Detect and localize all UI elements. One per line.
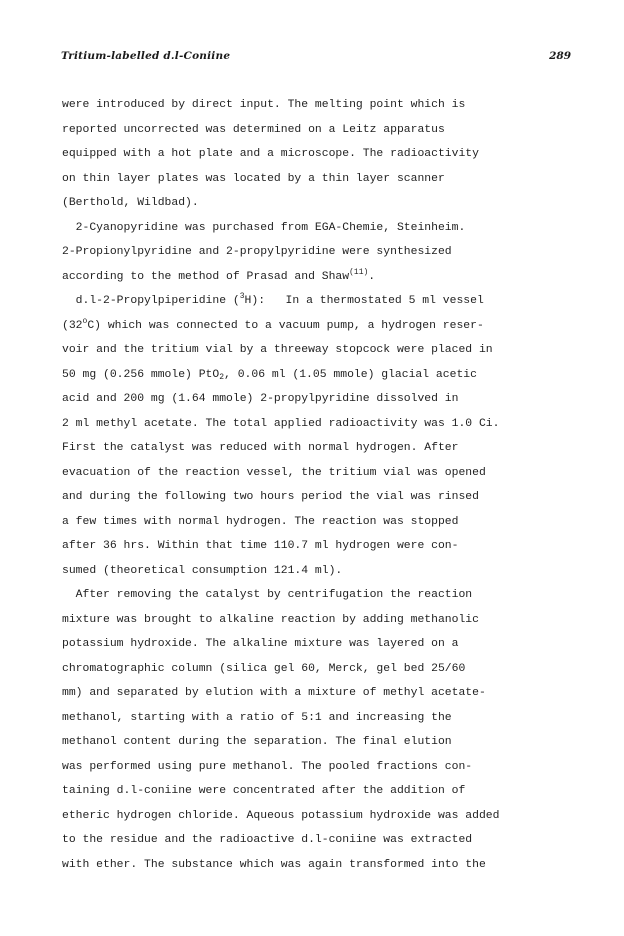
text-segment: .	[368, 270, 376, 283]
text-line: methanol content during the separation. The final elution	[62, 736, 452, 748]
text-line: 2 ml methyl acetate. The total applied radioactivity was 1.0 Ci.	[62, 417, 500, 430]
text-line: After removing the catalyst by centrifugation the reaction	[62, 589, 473, 601]
body-text	[62, 93, 562, 877]
text-line: on thin layer plates was located by a thin layer scanner	[62, 172, 445, 185]
text-line	[62, 363, 562, 388]
text-line: to the residue and the radioactive d.l-coniine was extracted	[62, 834, 473, 846]
text-segment: d.l-2-Propylpiperidine (	[62, 295, 240, 307]
text-line: 2-Propionylpyridine and 2-propylpyridine were synthesized	[62, 246, 452, 258]
text-line: was performed using pure methanol. The pooled fractions con-	[62, 760, 473, 773]
text-line: etheric hydrogen chloride. Aqueous potassium hydroxide was added	[62, 809, 500, 822]
superscript: 3	[239, 292, 245, 301]
superscript: o	[82, 316, 88, 326]
text-line	[62, 314, 562, 339]
text-line: First the catalyst was reduced with normal hydrogen. After	[62, 442, 459, 454]
text-line: with ether. The substance which was again transformed into the	[62, 858, 486, 871]
text-segment: H): In a thermostated 5 ml vessel	[244, 295, 484, 307]
text-line: 2-Cyanopyridine was purchased from EGA-Chemie, Steinheim.	[62, 221, 466, 234]
page-number: 289	[549, 50, 571, 62]
superscript: (11)	[349, 267, 369, 277]
text-line: evacuation of the reaction vessel, the tritium vial was opened	[62, 466, 486, 479]
text-line: and during the following two hours period the vial was rinsed	[62, 491, 479, 503]
text-segment: according to the method of Prasad and Shaw	[62, 270, 350, 283]
text-line: reported uncorrected was determined on a Leitz apparatus	[62, 123, 445, 136]
text-line: chromatographic column (silica gel 60, Merck, gel bed 25/60	[62, 662, 466, 675]
text-line: voir and the tritium vial by a threeway stopcock were placed in	[62, 344, 493, 356]
text-line	[62, 265, 562, 290]
text-line	[62, 289, 562, 314]
text-segment: , 0.06 ml (1.05 mmole) glacial acetic	[224, 368, 477, 381]
text-segment: C) which was connected to a vacuum pump, a hydrogen reser-	[87, 319, 484, 332]
text-line: potassium hydroxide. The alkaline mixture was layered on a	[62, 638, 459, 650]
text-line: were introduced by direct input. The melting point which is	[62, 99, 466, 111]
text-line: sumed (theoretical consumption 121.4 ml).	[62, 564, 343, 577]
text-line: (Berthold, Wildbad).	[62, 197, 199, 209]
text-line: acid and 200 mg (1.64 mmole) 2-propylpyridine dissolved in	[62, 393, 459, 405]
text-segment: (32	[62, 319, 83, 332]
text-line: equipped with a hot plate and a microscope. The radioactivity	[62, 148, 479, 160]
text-line: a few times with normal hydrogen. The reaction was stopped	[62, 515, 459, 528]
subscript: 2	[219, 372, 225, 382]
text-line: mixture was brought to alkaline reaction by adding methanolic	[62, 613, 479, 626]
running-title: Tritium-labelled d.l-Coniine	[61, 50, 231, 62]
text-segment: 50 mg (0.256 mmole) PtO	[62, 368, 220, 381]
text-line: mm) and separated by elution with a mixture of methyl acetate-	[62, 687, 486, 699]
text-line: after 36 hrs. Within that time 110.7 ml hydrogen were con-	[62, 540, 459, 552]
text-line: taining d.l-coniine were concentrated after the addition of	[62, 785, 466, 797]
text-line: methanol, starting with a ratio of 5:1 and increasing the	[62, 711, 452, 724]
